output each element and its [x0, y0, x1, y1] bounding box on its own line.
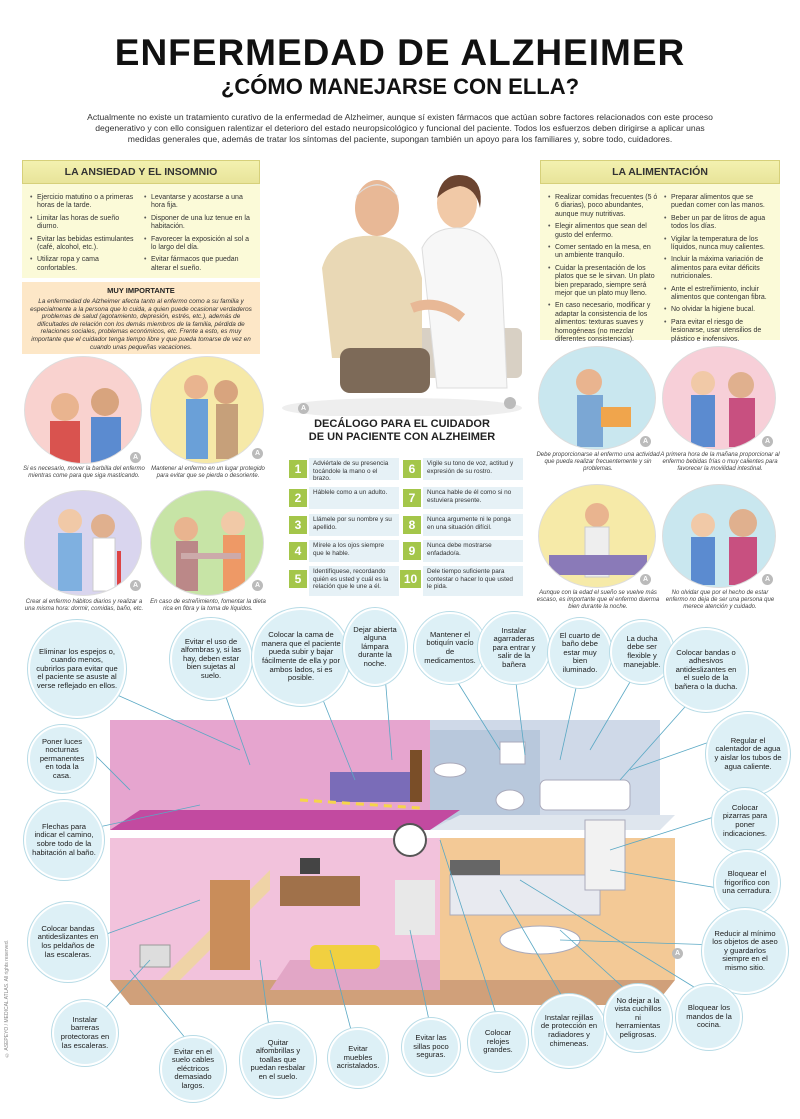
caption-habits: Crear al enfermo hábitos diarios y realizar a una misma hora: dormir, comidas, baño, etc.	[24, 599, 144, 612]
page-title: ENFERMEDAD DE ALZHEIMER	[114, 32, 686, 73]
tip-shower: La ducha debe ser flexible y manejable.	[610, 620, 674, 684]
list-item: • Ejercicio matutino o a primeras horas de la tarde.	[30, 194, 140, 211]
list-item: • Beber un par de litros de agua todos los días.	[664, 215, 776, 232]
food-list-1	[548, 194, 660, 349]
illustration-habits	[24, 490, 142, 596]
decalogue-number: 8	[403, 516, 421, 534]
logo-mark: A	[130, 452, 141, 463]
logo-mark: A	[252, 448, 263, 459]
decalogue-item: Háblele como a un adulto.	[309, 487, 399, 509]
decalogue-title-line2: DE UN PACIENTE CON ALZHEIMER	[308, 431, 496, 443]
tip-glass-furniture: Evitar muebles acristalados.	[328, 1028, 388, 1088]
list-item: • Evitar las bebidas estimulantes (café, alcohol, etc.).	[30, 236, 140, 253]
list-item: • Utilizar ropa y cama confortables.	[30, 256, 140, 273]
tip-chairs: Evitar las sillas poco seguras.	[402, 1018, 460, 1076]
important-body: La enfermedad de Alzheimer afecta tanto al enfermo como a su familia y especialmente a la persona que lo cuida, a quien puede ocasionar verdaderos problemas de salud (agotamiento, depresión, estrés, etc.), además de dificultades de relación con los demás miembros de la familia, pérdida de relaciones sociales, problemas económicos, etc. Frente a esto, es muy importante que el cuidador tenga tiempo libre y que pueda tomarse de vez en cuando unas pequeñas vacaciones.	[30, 298, 252, 351]
list-item: • Incluir la máxima variación de alimentos para evitar déficits nutricionales.	[664, 256, 776, 281]
tip-stair-strips: Colocar bandas antideslizantes en los peldaños de las escaleras.	[28, 902, 108, 982]
decalogue-number: 5	[289, 570, 307, 588]
list-item: • No olvidar la higiene bucal.	[664, 306, 776, 314]
tip-antislip-bath: Colocar bandas o adhesivos antideslizantes en el suelo de la bañera o la ducha.	[664, 628, 748, 712]
tip-arrows: Flechas para indicar el camino, sobre todo de la habitación al baño.	[24, 800, 104, 880]
logo-mark: A	[640, 436, 651, 447]
illustration-walking	[150, 356, 264, 464]
tip-stove-knobs: Bloquear los mandos de la cocina.	[676, 984, 742, 1050]
logo-mark: A	[298, 403, 309, 414]
decalogue-item: Dele tiempo suficiente para contestar o hacer lo que usted le pida.	[423, 566, 523, 596]
list-item: • Disponer de una luz tenue en la habitación.	[144, 215, 256, 232]
decalogue-item: Nunca argumente ni le ponga en una situación difícil.	[423, 514, 523, 536]
decalogue-number: 4	[289, 542, 307, 560]
list-item: • Limitar las horas de sueño diurno.	[30, 215, 140, 232]
tip-rugs: Evitar el uso de alfombras y, si las hay, deben estar bien sujetas al suelo.	[170, 618, 252, 700]
caption-walking: Mantener al enfermo en un lugar protegido para evitar que se pierda o desoriente.	[151, 466, 265, 479]
tip-toiletries: Reducir al mínimo los objetos de aseo y guardarlos siempre en el mismo sitio.	[702, 908, 788, 994]
list-item: • Para evitar el riesgo de lesionarse, usar utensilios de plástico e inofensivos.	[664, 319, 776, 344]
decalogue-number: 7	[403, 489, 421, 507]
list-item: • Evitar fármacos que puedan alterar el sueño.	[144, 256, 256, 273]
tip-medicine: Mantener el botiquín vacío de medicamentos.	[414, 612, 486, 684]
decalogue-item: Nunca hable de él como si no estuviera presente.	[423, 487, 523, 509]
tip-lamp: Dejar abierta alguna lámpara durante la noche.	[343, 608, 407, 686]
intro-text: Actualmente no existe un tratamiento curativo de la enfermedad de Alzheimer, aunque sí existen fármacos que actúan sobre factores relacionados con este proceso degenerativo y con ello consiguen ralentizar el deterioro del estado neuropsicológico y funcional del paciente. Todos los esfuerzos deben dirigirse a aplicar unas medidas generales que, además de tratar los síntomas del paciente, supongan también un apoyo para los familiares y, sobre todo, cuidadores.	[87, 112, 713, 144]
tip-mats: Quitar alfombrillas y toallas que puedan resbalar en el suelo.	[240, 1022, 316, 1098]
caption-activity: Debe proporcionarse al enfermo una actividad que pueda realizar frecuentemente y sin problemas.	[536, 452, 660, 472]
logo-mark: A	[762, 574, 773, 585]
tip-bed: Colocar la cama de manera que el paciente pueda subir y bajar fácilmente de ella y por ambos lados, si es posible.	[252, 608, 350, 706]
list-item: • En caso necesario, modificar y adaptar la consistencia de los alimentos: texturas suaves y homogéneas (no mezclar diferentes consistencias).	[548, 302, 660, 344]
decalogue-number: 2	[289, 489, 307, 507]
caption-feeding: Si es necesario, mover la barbilla del enfermo mientras come para que siga masticando.	[23, 466, 145, 479]
food-title: LA ALIMENTACIÓN	[540, 160, 780, 184]
tip-clocks: Colocar relojes grandes.	[468, 1012, 528, 1072]
important-box	[22, 282, 260, 354]
anxiety-list-2	[144, 194, 256, 277]
list-item: • Levantarse y acostarse a una hora fija.	[144, 194, 256, 211]
page-subtitle: ¿CÓMO MANEJARSE CON ELLA?	[220, 74, 580, 99]
list-item: • Preparar alimentos que se puedan comer con las manos.	[664, 194, 776, 211]
decalogue-item: Identifíquese, recordando quién es usted y cuál es la relación que le une a él.	[309, 566, 399, 596]
caption-drinks: A primera hora de la mañana proporcionar al enfermo bebidas frías o muy calientes para favorecer la movilidad intestinal.	[660, 452, 780, 472]
anxiety-panel	[22, 160, 260, 278]
logo-mark: A	[672, 948, 683, 959]
important-title: MUY IMPORTANTE	[107, 286, 175, 295]
illustration-activity	[538, 346, 656, 450]
caption-attention: No olvidar que por el hecho de estar enfermo no deja de ser una persona que merece atención y cuidado.	[665, 590, 775, 610]
logo-mark: A	[762, 436, 773, 447]
caregiver-photo	[262, 158, 538, 416]
caption-sleep: Aunque con la edad el sueño se vuelve más escaso, es importante que el enfermo duerma bien durante la noche.	[536, 590, 660, 610]
list-item: • Ante el estreñimiento, incluir alimentos que contengan fibra.	[664, 286, 776, 303]
decalogue-item: Vigile su tono de voz, actitud y expresión de su rostro.	[423, 458, 523, 480]
list-item: • Vigilar la temperatura de los líquidos, nunca muy calientes.	[664, 236, 776, 253]
decalogue-number: 10	[400, 570, 421, 588]
tip-radiator-grilles: Instalar rejillas de protección en radiadores y chimeneas.	[532, 994, 606, 1068]
food-panel	[540, 160, 780, 344]
tip-boards: Colocar pizarras para poner indicaciones.	[712, 788, 778, 854]
tip-water-heater: Regular el calentador de agua y aislar los tubos de agua caliente.	[706, 712, 790, 796]
illustration-diet	[150, 490, 264, 596]
list-item: • Cuidar la presentación de los platos que se le sirvan. Un plato bien preparado, siempre será mejor que un plato muy lleno.	[548, 265, 660, 299]
logo-mark: A	[252, 580, 263, 591]
tip-knives: No dejar a la vista cuchillos ni herramientas peligrosas.	[604, 984, 672, 1052]
illustration-feeding	[24, 356, 142, 464]
decalogue-number: 1	[289, 460, 307, 478]
decalogue-number: 3	[289, 516, 307, 534]
decalogue-title-line1: DECÁLOGO PARA EL CUIDADOR	[314, 418, 490, 430]
anxiety-title: LA ANSIEDAD Y EL INSOMNIO	[22, 160, 260, 184]
decalogue-title	[282, 418, 522, 444]
caption-diet: En caso de estreñimiento, fomentar la dieta rica en fibra y la toma de líquidos.	[150, 599, 266, 612]
decalogue-item: Nunca debe mostrarse enfadado/a.	[423, 540, 523, 562]
decalogue-number: 9	[403, 542, 421, 560]
food-list-2	[664, 194, 776, 348]
logo-mark: A	[640, 574, 651, 585]
illustration-sleep	[538, 484, 656, 588]
anxiety-list-1	[30, 194, 140, 277]
tip-night-lights: Poner luces nocturnas permanentes en toda la casa.	[28, 725, 96, 793]
tip-mirrors: Eliminar los espejos o, cuando menos, cubrirlos para evitar que el paciente se asuste al verse reflejado en ellos.	[28, 620, 126, 718]
illustration-drinks	[662, 346, 776, 450]
tip-stair-gates: Instalar barreras protectoras en las escaleras.	[52, 1000, 118, 1066]
list-item: • Comer sentado en la mesa, en un ambiente tranquilo.	[548, 244, 660, 261]
logo-mark: A	[130, 580, 141, 591]
list-item: • Favorecer la exposición al sol a lo largo del día.	[144, 236, 256, 253]
illustration-attention	[662, 484, 776, 588]
list-item: • Elegir alimentos que sean del gusto del enfermo.	[548, 223, 660, 240]
list-item: • Realizar comidas frecuentes (5 ó 6 diarias), poco abundantes, aunque muy nutritivas.	[548, 194, 660, 219]
decalogue-item: Llámele por su nombre y su apellido.	[309, 514, 399, 536]
copyright: © ASEPEYO / MEDICAL ATLAS. All rights reserved.	[4, 940, 10, 1058]
decalogue-item: Adviértale de su presencia tocándole la mano o el brazo.	[309, 458, 399, 480]
tip-bath-light: El cuarto de baño debe estar muy bien iluminado.	[548, 618, 612, 688]
tip-cables: Evitar en el suelo cables eléctricos demasiado largos.	[160, 1036, 226, 1102]
decalogue-number: 6	[403, 460, 421, 478]
tip-fridge: Bloquear el frigorífico con una cerradura.	[714, 850, 780, 916]
decalogue-item: Mírele a los ojos siempre que le hable.	[309, 540, 399, 562]
tip-grab-bars: Instalar agarraderas para entrar y salir de la bañera	[478, 612, 550, 684]
